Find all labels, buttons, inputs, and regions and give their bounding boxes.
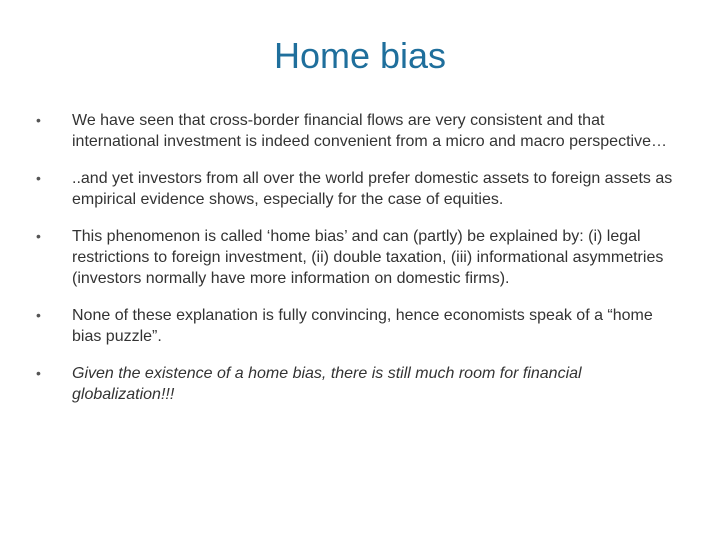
bullet-item — [36, 363, 686, 405]
bullet-icon: • — [36, 112, 41, 128]
bullet-text: We have seen that cross-border financial flows are very consistent and that international investment is indeed convenient from a micro and macro perspective… — [72, 112, 667, 150]
bullet-item — [36, 305, 686, 347]
bullet-text: This phenomenon is called ‘home bias’ and can (partly) be explained by: (i) legal restrictions to foreign investment, (ii) double taxation, (iii) informational asymmetries (investors normally have more information on domestic firms). — [72, 228, 664, 287]
bullet-item — [36, 168, 686, 210]
slide-title: Home bias — [273, 35, 447, 76]
bullet-item — [36, 226, 686, 289]
bullet-text: ..and yet investors from all over the world prefer domestic assets to foreign assets as empirical evidence shows, especially for the case of equities. — [72, 170, 673, 208]
bullet-text: None of these explanation is fully convincing, hence economists speak of a “home bias puzzle”. — [72, 307, 653, 345]
bullet-icon: • — [36, 228, 41, 244]
bullet-icon: • — [36, 365, 41, 381]
bullet-icon: • — [36, 170, 41, 186]
bullet-icon: • — [36, 307, 41, 323]
bullet-list — [36, 110, 686, 421]
bullet-text: Given the existence of a home bias, there is still much room for financial globalization!!! — [72, 365, 582, 403]
bullet-item — [36, 110, 686, 152]
